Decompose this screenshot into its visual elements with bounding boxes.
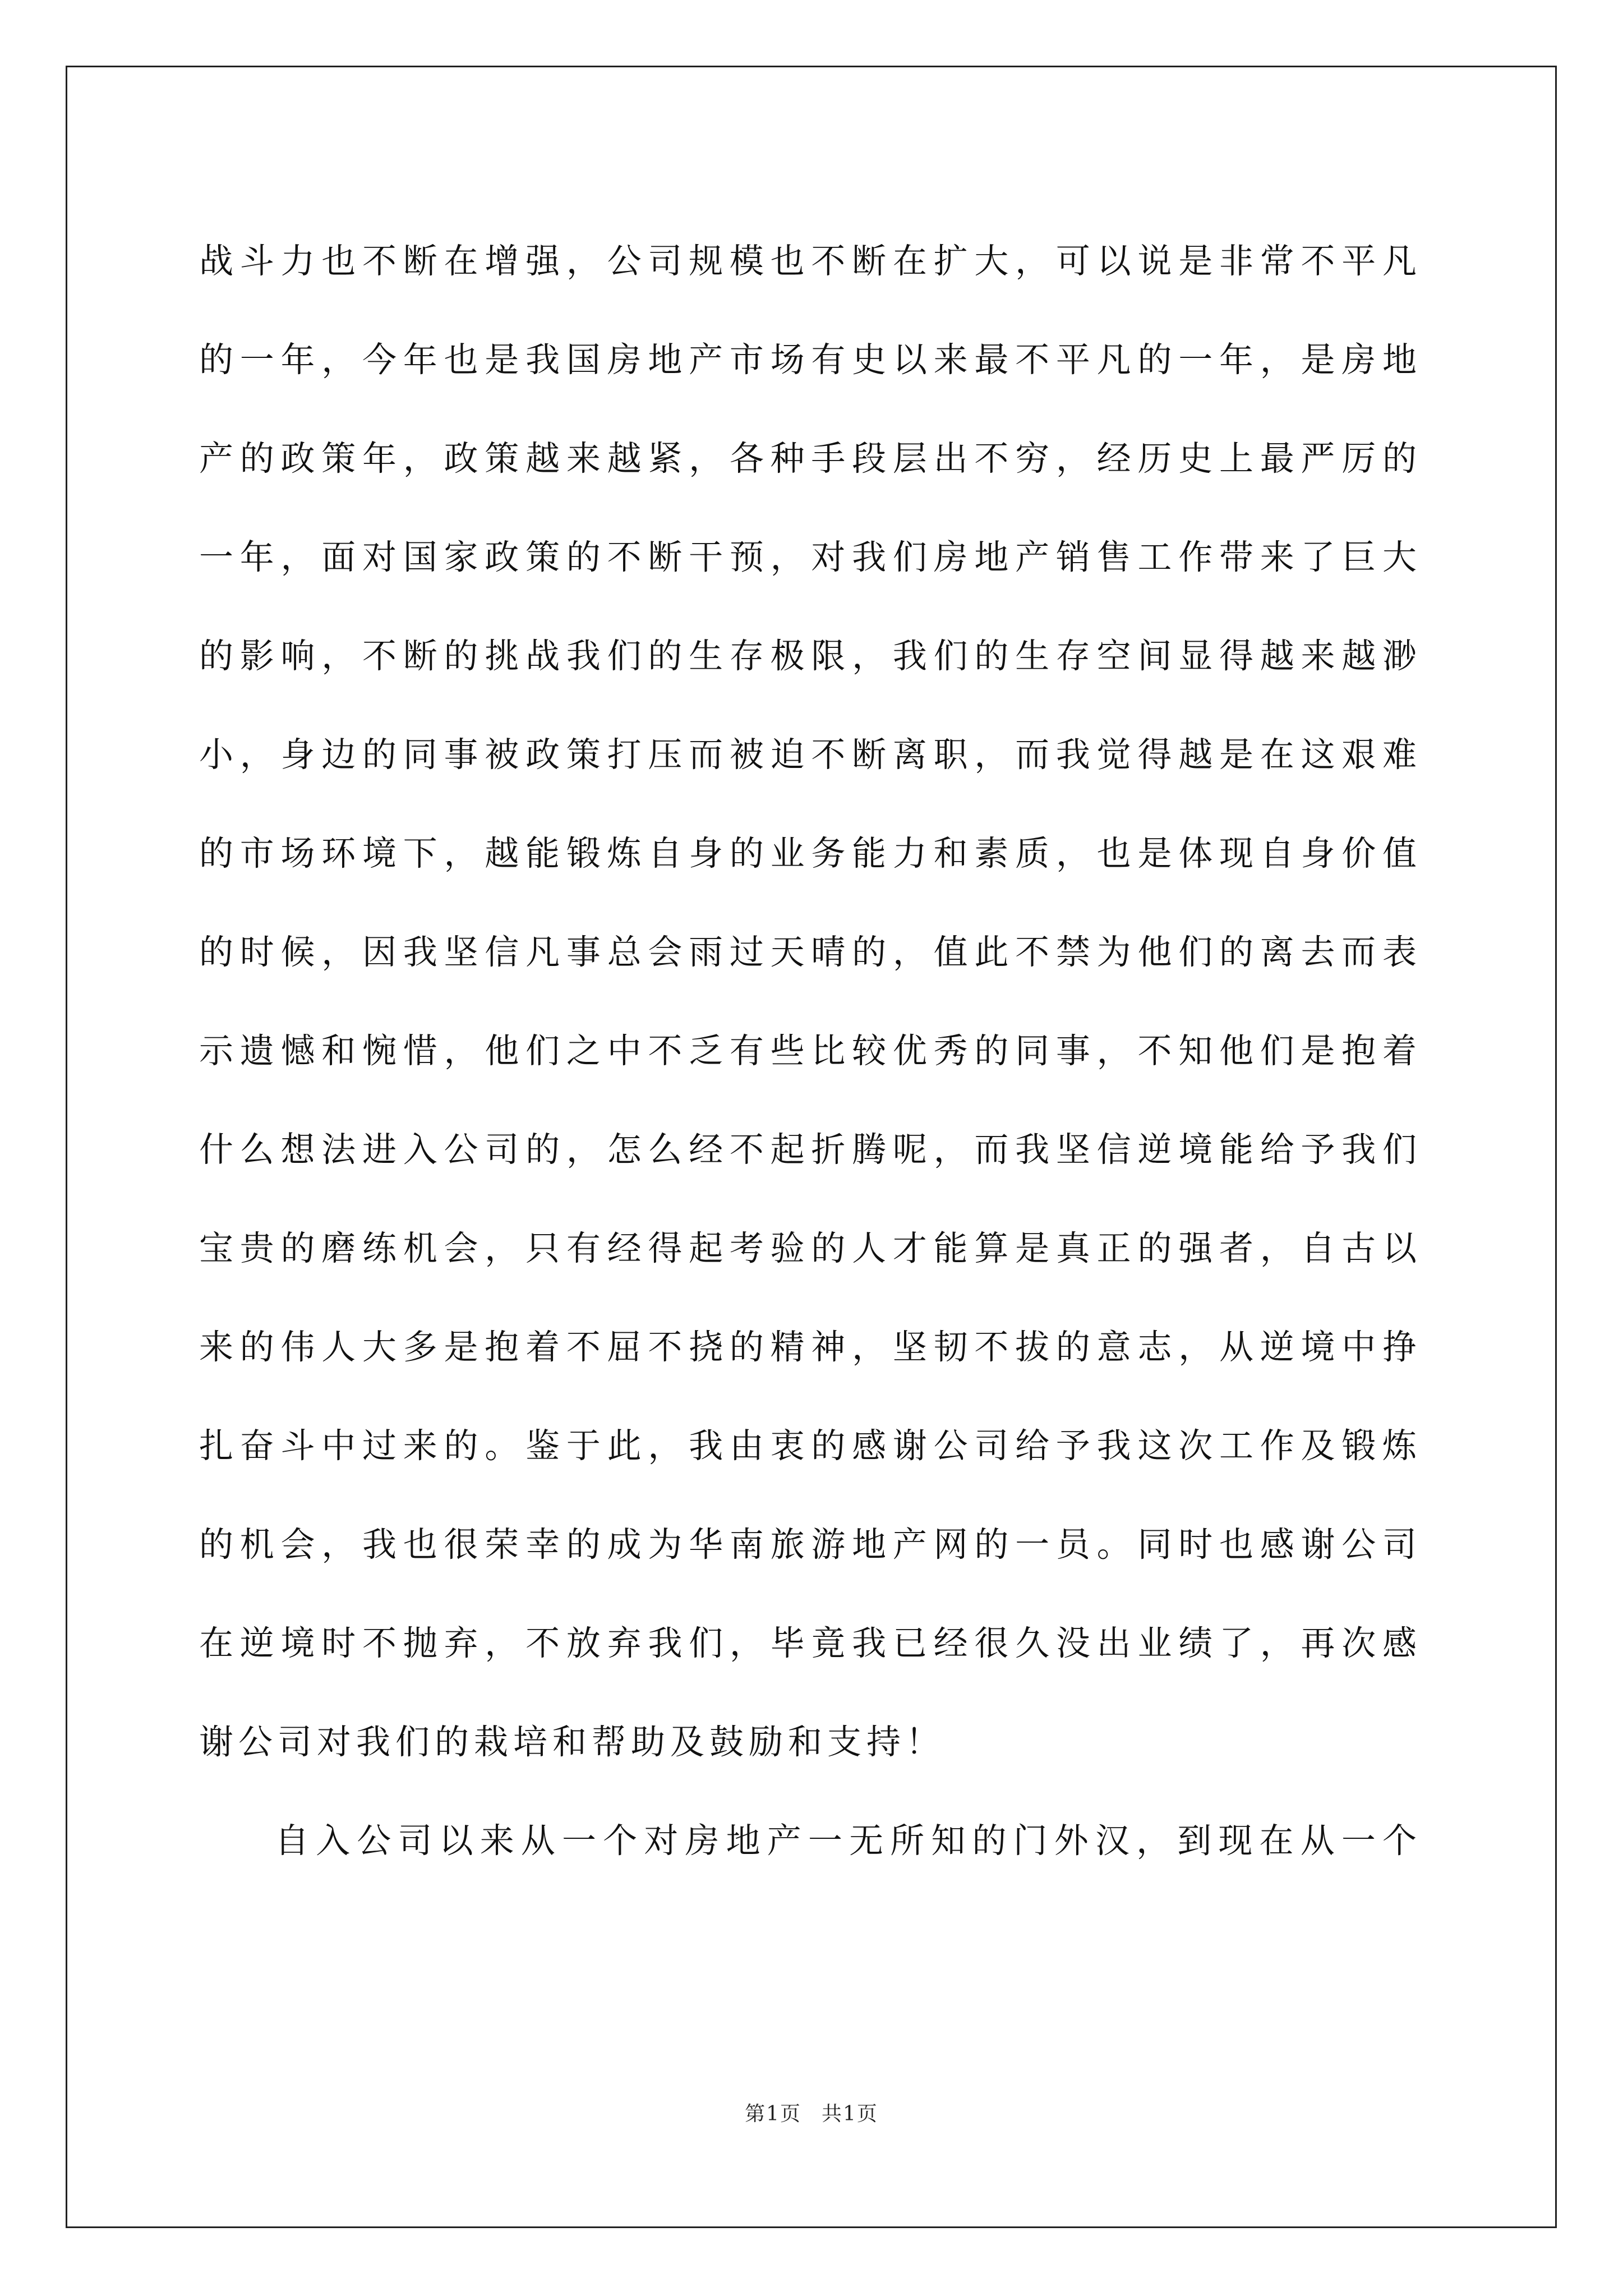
text-line: 什么想法进入公司的，怎么经不起折腾呢，而我坚信逆境能给予我们	[199, 1130, 1422, 1170]
text-line: 的市场环境下，越能锻炼自身的业务能力和素质，也是体现自身价值	[199, 834, 1422, 873]
text-line: 的时候，因我坚信凡事总会雨过天晴的，值此不禁为他们的离去而表	[199, 932, 1422, 972]
page-number: 第1页	[745, 2102, 801, 2125]
text-line: 小，身边的同事被政策打压而被迫不断离职，而我觉得越是在这艰难	[199, 735, 1422, 775]
text-line: 宝贵的磨练机会，只有经得起考验的人才能算是真正的强者，自古以	[199, 1228, 1422, 1268]
text-line: 谢公司对我们的栽培和帮助及鼓励和支持！	[199, 1722, 946, 1762]
text-line: 的机会，我也很荣幸的成为华南旅游地产网的一员。同时也感谢公司	[199, 1525, 1422, 1565]
text-line: 战斗力也不断在增强，公司规模也不断在扩大，可以说是非常不平凡	[199, 241, 1422, 281]
text-line: 的影响，不断的挑战我们的生存极限，我们的生存空间显得越来越渺	[199, 636, 1422, 676]
text-line: 在逆境时不抛弃，不放弃我们，毕竟我已经很久没出业绩了，再次感	[199, 1623, 1422, 1663]
text-line: 示遗憾和惋惜，他们之中不乏有些比较优秀的同事，不知他们是抱着	[199, 1031, 1422, 1071]
text-line: 来的伟人大多是抱着不屈不挠的精神，坚韧不拔的意志，从逆境中挣	[199, 1327, 1422, 1367]
page-total: 共1页	[822, 2102, 878, 2125]
text-line: 自入公司以来从一个对房地产一无所知的门外汉，到现在从一个	[275, 1821, 1422, 1861]
text-line: 产的政策年，政策越来越紧，各种手段层出不穷，经历史上最严厉的	[199, 439, 1422, 478]
text-line: 的一年，今年也是我国房地产市场有史以来最不平凡的一年，是房地	[199, 340, 1422, 380]
text-line: 扎奋斗中过来的。鉴于此，我由衷的感谢公司给予我这次工作及锻炼	[199, 1426, 1422, 1466]
text-line: 一年，面对国家政策的不断干预，对我们房地产销售工作带来了巨大	[199, 537, 1422, 577]
page-footer	[0, 2098, 1623, 2127]
document-body	[199, 212, 1422, 1890]
